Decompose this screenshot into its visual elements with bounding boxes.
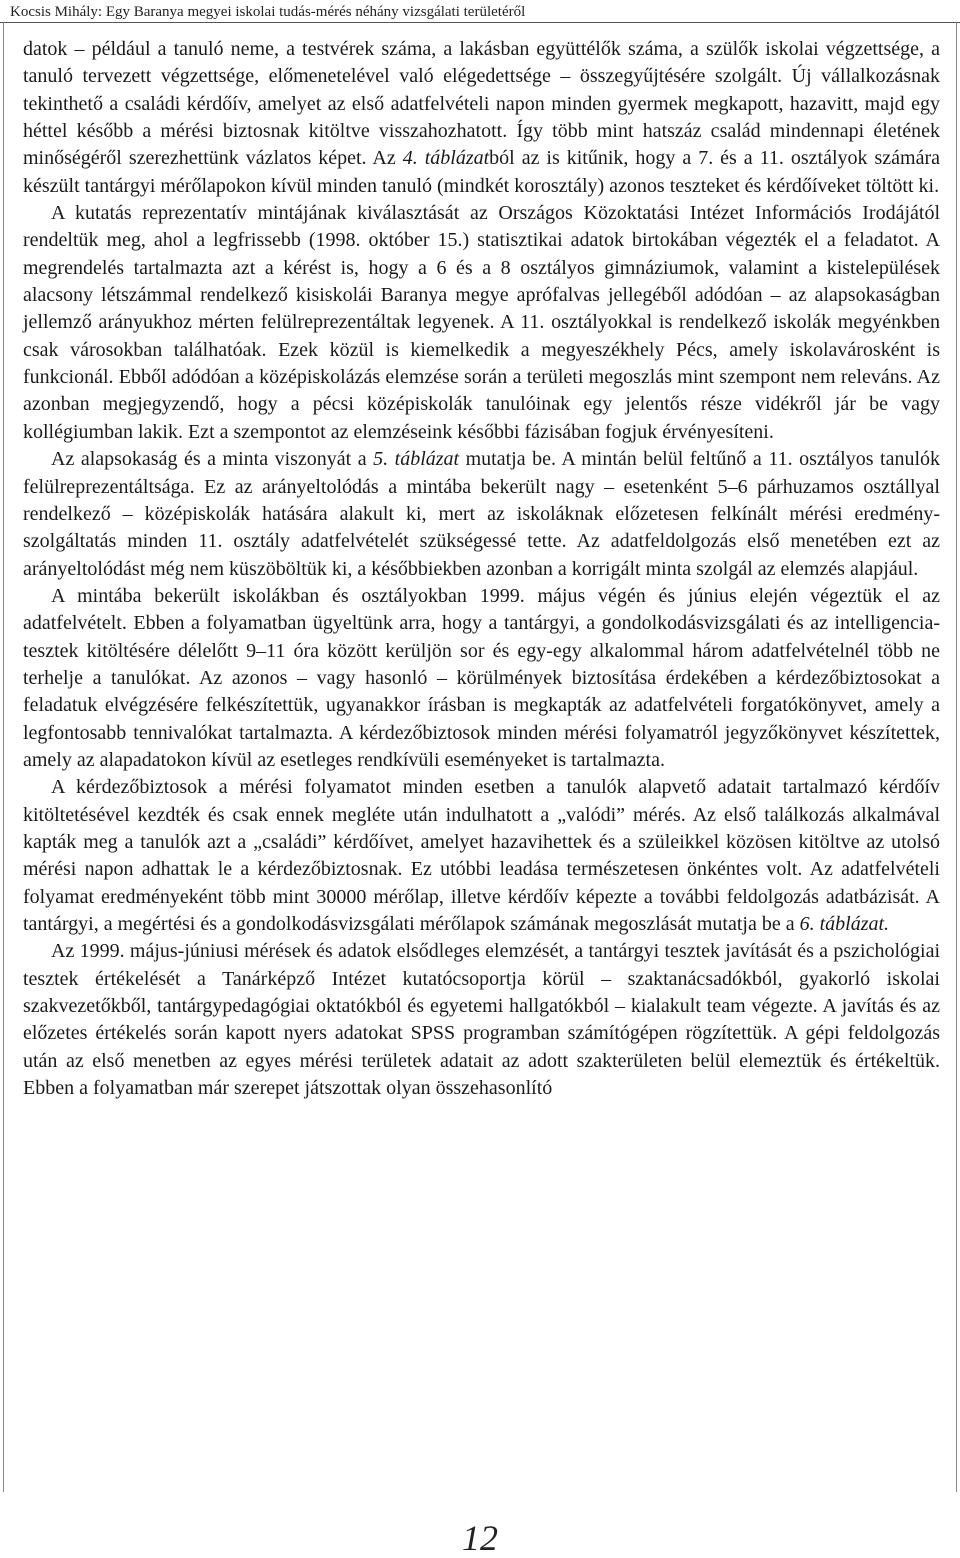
paragraph-5-run-1: A kérdezőbiztosok a mérési folyamatot minden esetben a tanulók alapvető adatait tartalmazó kérdőív kitöltetésével kezdték és csak ennek megléte után indulhatott a „valódi” mérés. Az első találkozás alkalmával kapták meg a tanulók azt a „családi” kérdőívet, amelyet hazavihettek és a szüleikkel közösen kitöltve az utolsó mérési napon adhattak le a kérdezőbiztosnak. Ez utóbbi leadása természetesen önkéntes volt. Az adatfelvételi folyamat eredményeként több mint 30000 mérőlap, illetve kérdőív képezte a további feldolgozás adatbázisát. A tantárgyi, a megértési és a gondolkodásvizsgálati mérőlapok számának megoszlását mutatja be a	[23, 776, 940, 935]
table-reference-5: 5. táblázat	[373, 448, 460, 471]
paragraph-5	[23, 774, 940, 938]
body-text	[23, 36, 940, 1102]
paragraph-3-run-3: mutatja be. A mintán belül feltűnő a 11. osztályos tanulók felülreprezentáltsága. Ez az arányeltolódás a mintába bekerült nagy – esetenként 5–6 párhuzamos osztállyal rendelkező – középiskolák hatására alakult ki, mert az iskoláknak előzetesen felkínált mérési eredmény-szolgáltatás minden 11. osztály adatfelvételét szükségessé tette. Az adatfeldolgozás első menetében ezt az arányeltolódást még nem küszöböltük ki, a későbbiekben azonban a korrigált minta szolgál az elemzés alapjául.	[23, 448, 941, 580]
page-number: 12	[462, 1518, 498, 1558]
paragraph-1-run-1: datok – például a tanuló neme, a testvérek száma, a lakásban együttélők száma, a szülők iskolai végzettsége, a tanuló tervezett végzettsége, előmenetelével való elégedettsége – összegyűjtésére szolgált. Új vállalkozásnak tekinthető a családi kérdőív, amelyet az első adatfelvételi napon minden gyermek megkapott, hazavitt, majd egy héttel később a mérési biztosnak kitöltve visszahozhatott. Így több mint hatszáz család mindennapi életének minőségéről szerezhettünk vázlatos képet. Az	[23, 38, 940, 170]
page-frame-left	[3, 22, 4, 1492]
header-rule	[0, 22, 960, 23]
paragraph-1-run-3: ból az is kitűnik, hogy a 7. és a 11. osztályok számára készült tantárgyi mérőlapokon kívül minden tanuló (mindkét korosztály) azonos teszteket és kérdőíveket töltött ki.	[23, 147, 941, 197]
paragraph-2: A kutatás reprezentatív mintájának kiválasztását az Országos Közoktatási Intézet Információs Irodájától rendeltük meg, ahol a legfrissebb (1998. október 15.) statisztikai adatok birtokában végezték el a feladatot. A megrendelés tartalmazta azt a kérést is, hogy a 6 és a 8 osztályos gimnáziumok, valamint a kistelepülések alacsony létszámmal rendelkező kisiskolái Baranya megye aprófalvas jellegéből adódóan – az alapsokaságban jellemző arányukhoz mérten felülreprezentáltak legyenek. A 11. osztályokkal is rendelkező iskolák megyénkben csak városokban találhatóak. Ezek közül is kiemelkedik a megyeszékhely Pécs, amely iskolavárosként is funkcionál. Ebből adódóan a középiskolázás elemzése során a területi megoszlás mint szempont nem releváns. Az azonban megjegyzendő, hogy a pécsi középiskolák tanulóinak egy jelentős része vidékről jár be vagy kollégiumban lakik. Ezt a szempontot az elemzéseink későbbi fázisában fogjuk érvényesíteni.	[23, 202, 940, 443]
table-reference-6: 6. táblázat.	[799, 913, 890, 935]
page-frame-right	[956, 22, 957, 1492]
paragraph-4: A mintába bekerült iskolákban és osztályokban 1999. május végén és június elején végeztük el az adatfelvételt. Ebben a folyamatban ügyeltünk arra, hogy a tantárgyi, a gondolkodásvizsgálati és az intelligencia-tesztek kitöltésére délelőtt 9–11 óra között kerüljön sor és egy-egy alkalommal három adatfelvételnél több ne terhelje a tanulókat. Az azonos – vagy hasonló – körülmények biztosítása érdekében a kérdezőbiztosokat a feladatuk elvégzésére felkészítettük, ugyanakkor írásban is megkapták az adatfelvételi forgatókönyvet, amely a legfontosabb tennivalókat tartalmazta. A kérdezőbiztosok minden mérési folyamatról jegyzőkönyvet készítettek, amely az alapadatokon kívül az esetleges rendkívüli eseményeket is tartalmazta.	[23, 584, 940, 771]
paragraph-1	[23, 36, 940, 200]
paragraph-3-run-1: Az alapsokaság és a minta viszonyát a	[51, 448, 374, 471]
paragraph-6: Az 1999. május-júniusi mérések és adatok elsődleges elemzését, a tantárgyi tesztek javítását és a pszichológiai tesztek értékelését a Tanárképző Intézet kutatócsoportja körül – szaktanácsadókból, gyakorló iskolai szakvezetőkből, tantárgypedagógiai oktatókból és egyetemi hallgatókból – kialakult team végezte. A javítás és az előzetes értékelés során kapott nyers adatokat SPSS programban számítógépen rögzítettük. A gépi feldolgozás után az első menetben az egyes mérési területek adatait az adott szakterületen belül elemeztük és értékeltük. Ebben a folyamatban már szerepet játszottak olyan összehasonlító	[23, 940, 940, 1100]
paragraph-3	[23, 446, 940, 583]
table-reference-4: 4. táblázat	[402, 147, 490, 170]
running-header: Kocsis Mihály: Egy Baranya megyei iskolai tudás-mérés néhány vizsgálati területéről	[10, 4, 526, 20]
